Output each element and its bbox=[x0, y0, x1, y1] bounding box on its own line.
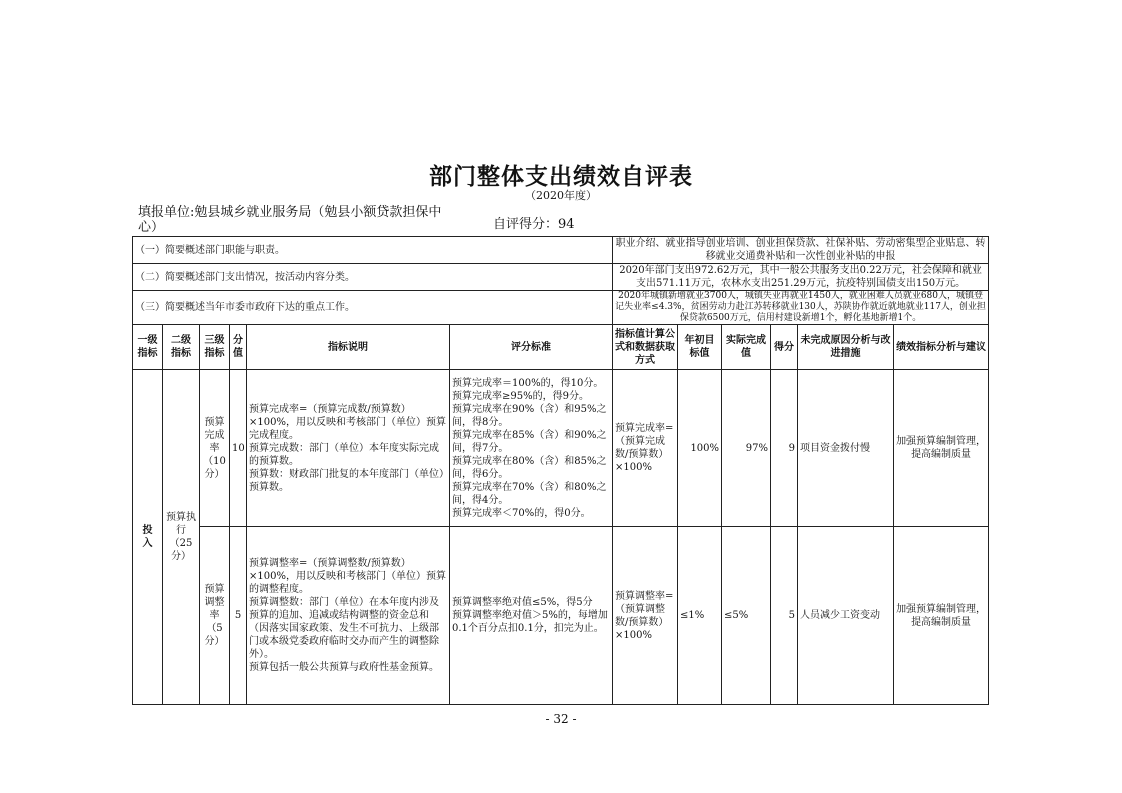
summary-label: （一）简要概述部门职能与职责。 bbox=[133, 237, 613, 264]
header-cell: 未完成原因分析与改进措施 bbox=[798, 325, 894, 370]
summary-row bbox=[133, 237, 989, 264]
page-number: - 32 - bbox=[545, 712, 577, 726]
filling-unit: 填报单位:勉县城乡就业服务局（勉县小额贷款担保中心） bbox=[138, 205, 442, 235]
header-cell: 指标值计算公式和数据获取方式 bbox=[613, 325, 678, 370]
actual-value: ≤5% bbox=[722, 527, 771, 705]
points: 5 bbox=[230, 527, 247, 705]
level2-indicator: 预算执 行（25 分） bbox=[163, 370, 200, 705]
report-year: （2020年度） bbox=[525, 189, 597, 202]
scoring-criteria: 预算调整率绝对值≤5%，得5分 预算调整率绝对值＞5%的，每增加0.1个百分点扣0.1分，扣完为止。 bbox=[450, 527, 613, 705]
evaluation-table bbox=[132, 236, 989, 705]
table-row bbox=[133, 370, 989, 527]
actual-value: 97% bbox=[722, 370, 771, 527]
advice: 加强预算编制管理，提高编制质量 bbox=[894, 370, 989, 527]
summary-label: （三）简要概述当年市委市政府下达的重点工作。 bbox=[133, 291, 613, 325]
reason-analysis: 项目资金拨付慢 bbox=[798, 370, 894, 527]
table-row bbox=[133, 527, 989, 705]
score: 9 bbox=[771, 370, 798, 527]
points: 10 bbox=[230, 370, 247, 527]
advice: 加强预算编制管理，提高编制质量 bbox=[894, 527, 989, 705]
summary-label: （二）简要概述部门支出情况，按活动内容分类。 bbox=[133, 264, 613, 291]
level3-indicator: 预算 调整 率 （5 分） bbox=[200, 527, 230, 705]
summary-row bbox=[133, 291, 989, 325]
level3-indicator: 预算 完成 率 （10 分） bbox=[200, 370, 230, 527]
summary-value: 职业介绍、就业指导创业培训、创业担保贷款、社保补贴、劳动密集型企业贴息、转移就业交通费补贴和一次性创业补贴的申报 bbox=[613, 237, 989, 264]
formula: 预算调整率=（预算调整数/预算数）×100% bbox=[613, 527, 678, 705]
header-cell: 一级 指标 bbox=[133, 325, 163, 370]
scoring-criteria: 预算完成率＝100%的，得10分。 预算完成率≥95%的，得9分。 预算完成率在90%（含）和95%之间，得8分。 预算完成率在85%（含）和90%之间，得7分。 预算完成率在80%（含）和85%之间，得6分。 预算完成率在70%（含）和80%之间，得4分。 预算完成率＜70%的，得0分。 bbox=[450, 370, 613, 527]
summary-row bbox=[133, 264, 989, 291]
summary-value: 2020年部门支出972.62万元，其中一般公共服务支出0.22万元，社会保障和就业支出571.11万元，农林水支出251.29万元，抗疫特别国债支出150万元。 bbox=[613, 264, 989, 291]
header-row bbox=[133, 325, 989, 370]
header-cell: 年初目标值 bbox=[678, 325, 722, 370]
target-value: ≤1% bbox=[678, 527, 722, 705]
formula: 预算完成率=（预算完成数/预算数）×100% bbox=[613, 370, 678, 527]
header-cell: 指标说明 bbox=[247, 325, 450, 370]
reason-analysis: 人员减少工资变动 bbox=[798, 527, 894, 705]
page-title: 部门整体支出绩效自评表 bbox=[429, 163, 693, 190]
header-cell: 评分标准 bbox=[450, 325, 613, 370]
summary-value: 2020年城镇新增就业3700人，城镇失业再就业1450人，就业困难人员就业680人，城镇登记失业率≤4.3%，贫困劳动力赴江苏转移就业130人，苏陕协作就近就地就业117人，创业担保贷款6500万元，信用村建设新增1个，孵化基地新增1个。 bbox=[613, 291, 989, 325]
self-evaluation-score: 自评得分：94 bbox=[493, 217, 575, 232]
indicator-description: 预算完成率=（预算完成数/预算数）×100%，用以反映和考核部门（单位）预算完成程度。 预算完成数：部门（单位）本年度实际完成的预算数。 预算数：财政部门批复的本年度部门（单位）预算数。 bbox=[247, 370, 450, 527]
score: 5 bbox=[771, 527, 798, 705]
header-cell: 三级 指标 bbox=[200, 325, 230, 370]
level1-indicator: 投 入 bbox=[133, 370, 163, 705]
header-cell: 实际完成值 bbox=[722, 325, 771, 370]
header-cell: 绩效指标分析与建议 bbox=[894, 325, 989, 370]
indicator-description: 预算调整率=（预算调整数/预算数）×100%，用以反映和考核部门（单位）预算的调整程度。 预算调整数：部门（单位）在本年度内涉及预算的追加、追减或结构调整的资金总和（因落实国家政策、发生不可抗力、上级部门或本级党委政府临时交办而产生的调整除外）。 预算包括一般公共预算与政府性基金预算。 bbox=[247, 527, 450, 705]
header-cell: 得分 bbox=[771, 325, 798, 370]
target-value: 100% bbox=[678, 370, 722, 527]
header-cell: 二级 指标 bbox=[163, 325, 200, 370]
header-cell: 分 值 bbox=[230, 325, 247, 370]
